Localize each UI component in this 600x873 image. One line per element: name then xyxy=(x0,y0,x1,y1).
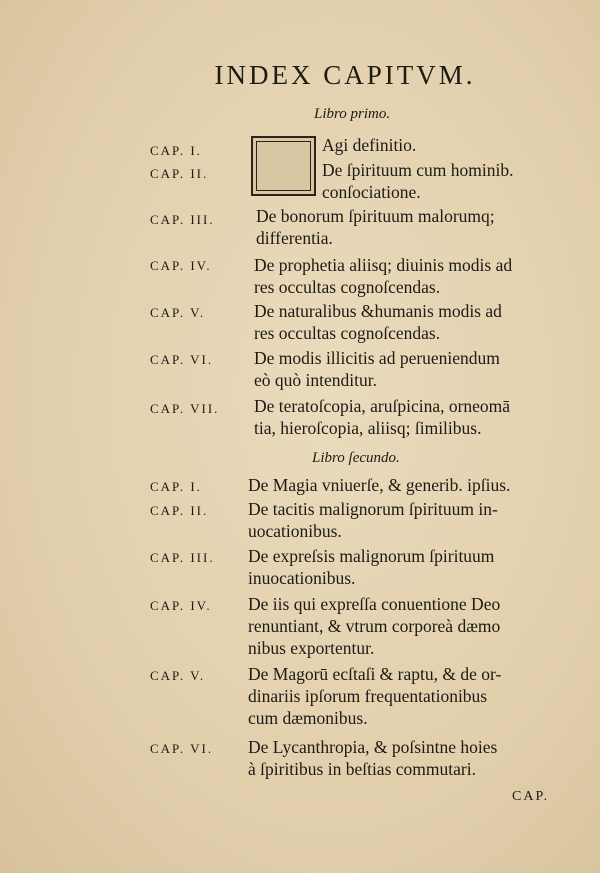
chapter-title xyxy=(322,159,600,203)
chapter-title-line: De teratoſcopia, aruſpicina, orneomā xyxy=(254,396,511,416)
chapter-title-line: De Magorū ecſtaſi & raptu, & de or- xyxy=(248,664,502,684)
chapter-title-line: De Lycanthropia, & poſsintne hoies xyxy=(248,737,498,757)
chapter-title-line: uocationibus. xyxy=(248,521,342,541)
chapter-title-line: dinariis ipſorum frequentationibus xyxy=(248,686,488,706)
chapter-title xyxy=(254,395,579,439)
chapter-title xyxy=(322,134,600,156)
chapter-number: CAP. VI. xyxy=(150,352,214,367)
chapter-title-line: differentia. xyxy=(256,228,333,248)
chapter-number: CAP. VI. xyxy=(150,741,214,756)
chapter-title-line: à ſpiritibus in beſtias commutari. xyxy=(248,759,476,779)
chapter-number: CAP. V. xyxy=(150,305,206,320)
chapter-number: CAP. III. xyxy=(150,550,215,565)
chapter-title-line: eò quò intenditur. xyxy=(254,370,377,390)
chapter-number: CAP. II. xyxy=(150,503,209,518)
chapter-number: CAP. IV. xyxy=(150,258,212,273)
chapter-title-line: cum dæmonibus. xyxy=(248,708,368,728)
chapter-number: CAP. II. xyxy=(150,166,209,181)
chapter-title-line: tia, hieroſcopia, aliisq; ſimilibus. xyxy=(254,418,482,438)
section-title-book1: Libro primo. xyxy=(314,106,391,122)
chapter-title-line: De tacitis malignorum ſpirituum in- xyxy=(248,499,498,519)
page-title: INDEX CAPITVM. xyxy=(214,60,476,90)
chapter-title xyxy=(254,347,579,391)
chapter-title xyxy=(248,545,573,589)
chapter-title xyxy=(256,205,581,249)
chapter-number: CAP. IV. xyxy=(150,598,212,613)
chapter-title-line: De expreſsis malignorum ſpirituum xyxy=(248,546,495,566)
catchword: CAP. xyxy=(512,789,550,804)
chapter-title-line: renuntiant, & vtrum corporeà dæmo xyxy=(248,616,501,636)
chapter-number: CAP. V. xyxy=(150,668,206,683)
chapter-title-line: De bonorum ſpirituum malorumq; xyxy=(256,206,495,226)
chapter-title xyxy=(248,474,573,496)
chapter-title xyxy=(248,498,573,542)
chapter-title xyxy=(248,736,573,780)
chapter-title-line: nibus exportentur. xyxy=(248,638,375,658)
decorated-initial-m xyxy=(251,136,316,196)
chapter-title-line: De iis qui expreſſa conuentione Deo xyxy=(248,594,501,614)
chapter-title-line: res occultas cognoſcendas. xyxy=(254,277,441,297)
chapter-title xyxy=(248,593,573,659)
chapter-title xyxy=(254,300,579,344)
chapter-number: CAP. I. xyxy=(150,143,202,158)
chapter-number: CAP. VII. xyxy=(150,401,220,416)
chapter-title-line: conſociatione. xyxy=(322,182,421,202)
chapter-number: CAP. III. xyxy=(150,212,215,227)
chapter-title-line: De modis illicitis ad perueniendum xyxy=(254,348,500,368)
chapter-title-line: De ſpirituum cum hominib. xyxy=(322,160,514,180)
chapter-title xyxy=(254,254,579,298)
chapter-title-line: De prophetia aliisq; diuinis modis ad xyxy=(254,255,513,275)
chapter-number: CAP. I. xyxy=(150,479,202,494)
section-title-book2: Libro ſecundo. xyxy=(312,450,400,466)
chapter-title-line: res occultas cognoſcendas. xyxy=(254,323,441,343)
chapter-title-line: De naturalibus &humanis modis ad xyxy=(254,301,502,321)
chapter-title-line: De Magia vniuerſe, & generib. ipſius. xyxy=(248,475,511,495)
chapter-title xyxy=(248,663,573,729)
chapter-title-line: inuocationibus. xyxy=(248,568,356,588)
chapter-title-line: Agi definitio. xyxy=(322,135,417,155)
